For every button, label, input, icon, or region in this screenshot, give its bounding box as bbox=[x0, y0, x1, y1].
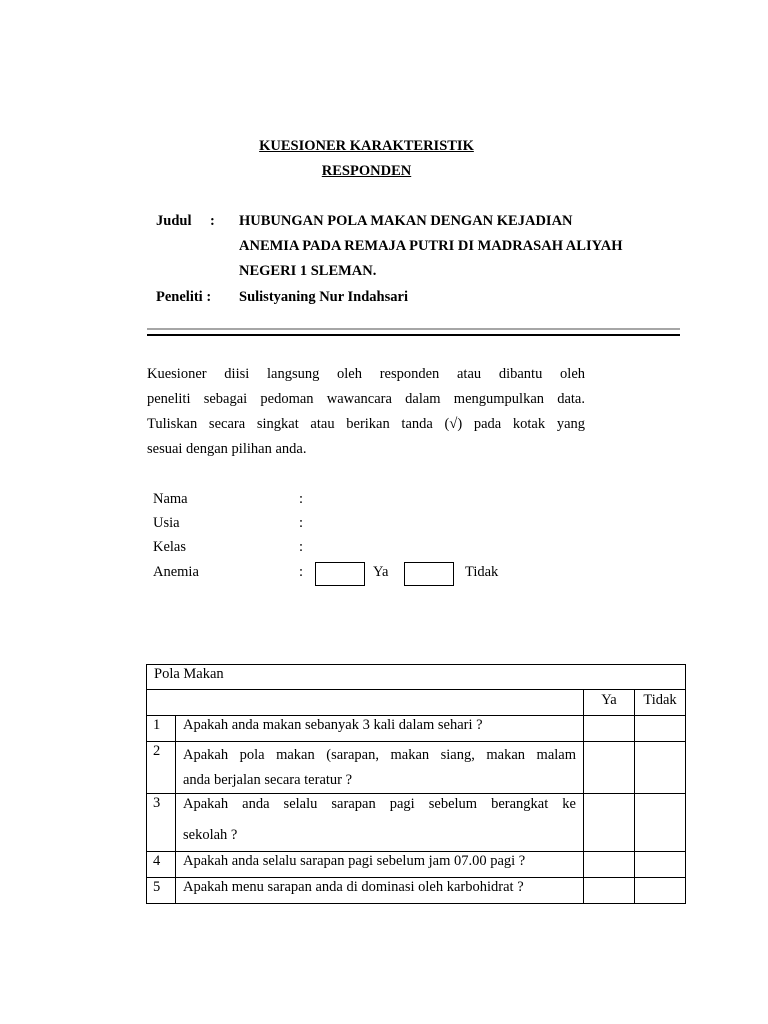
table-row bbox=[147, 794, 686, 852]
answer-tidak-cell[interactable] bbox=[635, 852, 686, 878]
row-number: 4 bbox=[147, 852, 176, 878]
field-colon: : bbox=[299, 539, 304, 555]
separator-rule-black bbox=[147, 334, 680, 336]
field-colon: : bbox=[299, 564, 304, 580]
question-text-line: anda berjalan secara teratur ? bbox=[183, 772, 353, 788]
question-text bbox=[176, 794, 584, 852]
field-label-nama: Nama bbox=[153, 491, 188, 507]
row-number: 2 bbox=[147, 742, 176, 794]
answer-ya-cell[interactable] bbox=[584, 878, 635, 904]
judul-label: Judul bbox=[156, 213, 192, 229]
instructions bbox=[147, 362, 585, 462]
row-number: 3 bbox=[147, 794, 176, 852]
answer-tidak-cell[interactable] bbox=[635, 742, 686, 794]
peneliti-label: Peneliti : bbox=[156, 289, 212, 305]
judul-line-2: ANEMIA PADA REMAJA PUTRI DI MADRASAH ALIYAH bbox=[239, 238, 623, 254]
anemia-ya-checkbox[interactable] bbox=[315, 562, 365, 586]
question-text: Apakah anda selalu sarapan pagi sebelum jam 07.00 pagi ? bbox=[176, 852, 584, 878]
table-row bbox=[147, 716, 686, 742]
question-text: Apakah menu sarapan anda di dominasi oleh karbohidrat ? bbox=[176, 878, 584, 904]
field-label-anemia: Anemia bbox=[153, 564, 199, 580]
instruction-line: sesuai dengan pilihan anda. bbox=[147, 441, 307, 457]
anemia-ya-label: Ya bbox=[373, 564, 389, 580]
answer-ya-cell[interactable] bbox=[584, 716, 635, 742]
field-label-kelas: Kelas bbox=[153, 539, 187, 555]
answer-ya-cell[interactable] bbox=[584, 852, 635, 878]
answer-tidak-cell[interactable] bbox=[635, 794, 686, 852]
answer-tidak-cell[interactable] bbox=[635, 878, 686, 904]
pola-makan-table bbox=[146, 664, 686, 904]
question-text-line: Apakah pola makan (sarapan, makan siang, makan malam bbox=[183, 747, 576, 763]
instruction-line: Tuliskan secara singkat atau berikan tanda (√) pada kotak yang bbox=[147, 416, 585, 432]
column-header-tidak: Tidak bbox=[635, 690, 686, 716]
peneliti-value: Sulistyaning Nur Indahsari bbox=[239, 289, 408, 305]
field-colon: : bbox=[299, 491, 304, 507]
document-subtitle: RESPONDEN bbox=[321, 163, 412, 179]
judul-line-3: NEGERI 1 SLEMAN. bbox=[239, 263, 377, 279]
separator-rule-gray bbox=[147, 328, 680, 330]
row-number: 1 bbox=[147, 716, 176, 742]
instruction-line: Kuesioner diisi langsung oleh responden atau dibantu oleh bbox=[147, 366, 585, 382]
answer-ya-cell[interactable] bbox=[584, 794, 635, 852]
question-text bbox=[176, 742, 584, 794]
table-section-title: Pola Makan bbox=[147, 665, 686, 690]
field-label-usia: Usia bbox=[153, 515, 180, 531]
document-title: KUESIONER KARAKTERISTIK bbox=[259, 138, 474, 154]
table-row bbox=[147, 878, 686, 904]
instruction-line: peneliti sebagai pedoman wawancara dalam mengumpulkan data. bbox=[147, 391, 585, 407]
judul-colon: : bbox=[210, 213, 215, 229]
answer-tidak-cell[interactable] bbox=[635, 716, 686, 742]
field-colon: : bbox=[299, 515, 304, 531]
table-header-blank bbox=[147, 690, 584, 716]
anemia-tidak-label: Tidak bbox=[465, 564, 499, 580]
question-text-line: sekolah ? bbox=[183, 827, 238, 843]
judul-line-1: HUBUNGAN POLA MAKAN DENGAN KEJADIAN bbox=[239, 213, 573, 229]
table-row bbox=[147, 852, 686, 878]
anemia-tidak-checkbox[interactable] bbox=[404, 562, 454, 586]
row-number: 5 bbox=[147, 878, 176, 904]
answer-ya-cell[interactable] bbox=[584, 742, 635, 794]
question-text-line: Apakah anda selalu sarapan pagi sebelum berangkat ke bbox=[183, 796, 576, 812]
table-row bbox=[147, 742, 686, 794]
question-text: Apakah anda makan sebanyak 3 kali dalam sehari ? bbox=[176, 716, 584, 742]
column-header-ya: Ya bbox=[584, 690, 635, 716]
